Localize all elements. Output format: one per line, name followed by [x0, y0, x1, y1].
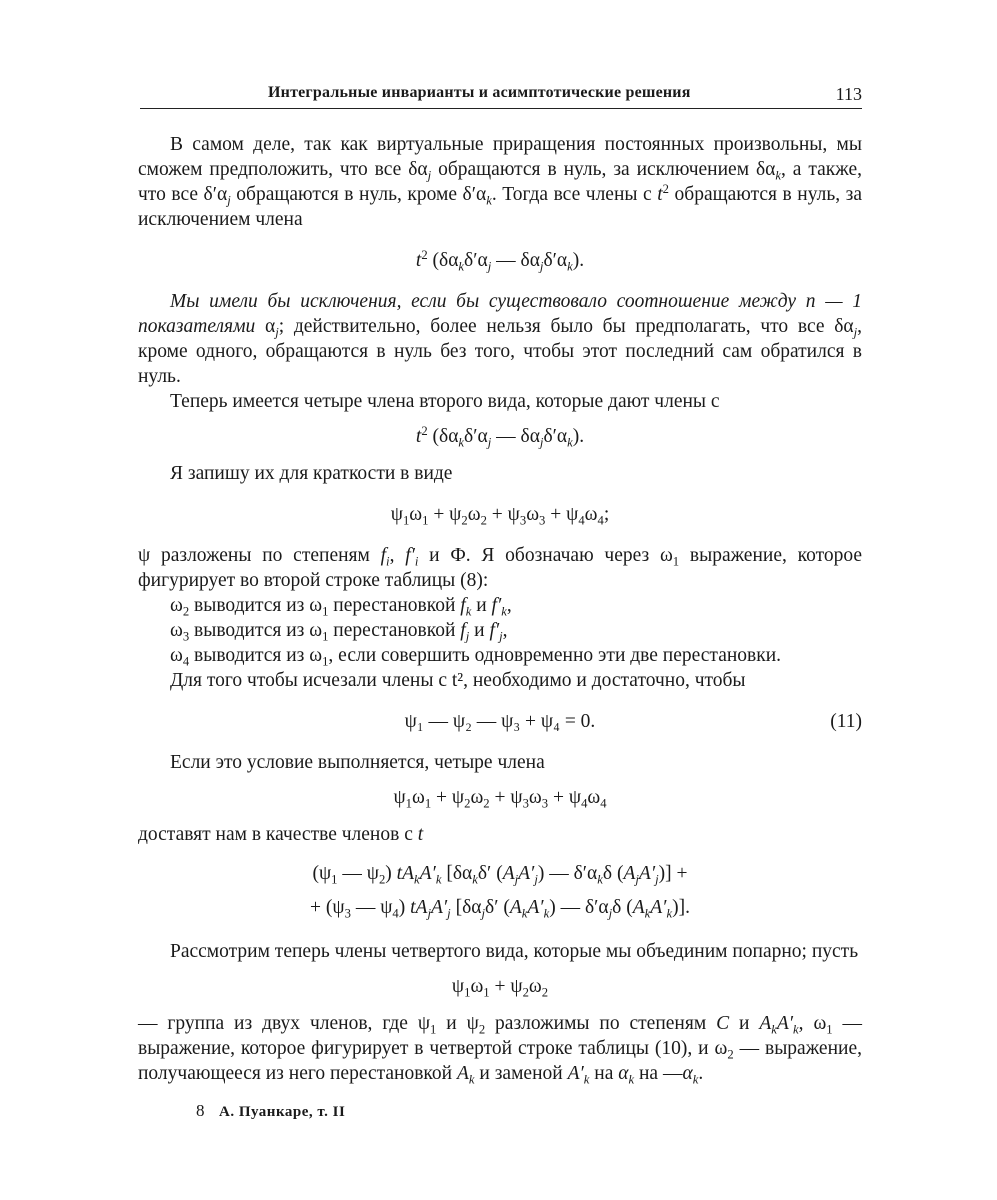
equation-number: (11) — [830, 711, 862, 732]
paragraph-7: Если это условие выполняется, четыре члена — [170, 752, 545, 773]
header-title: Интегральные инварианты и асимптотические решения — [268, 84, 691, 101]
list-item-1: $\omega_2$ выводится из $\omega_1$ перестановкой $f_k$ и $f'_k$, — [170, 595, 512, 619]
formula-5: ($\psi_1$ — $\psi_2$) $tA_kA'_k$ [$\delta\alpha_k\delta'$ $(A_jA'_j)$ — $\delta'\alpha_k\delta$ $(A_jA'_j)$] + + ($\psi_3$ — $\psi_4$) $tA_jA'_j$ [$\delta\alpha_j\delta'$ $(A_kA'_k)$ — $\delta'\alpha_j\delta$ $(A_kA'_k)$]. — [310, 863, 690, 921]
formula-3: $\psi_1\omega_1 + \psi_2\omega_2 + \psi_3\omega_3 + \psi_4\omega_4$; — [390, 504, 610, 528]
paragraph-1: В самом деле, так как виртуальные приращения постоянных произвольны, мы сможем предположить, что все $\delta\alpha_j$ обращаются в нуль, за исключением $\delta\alpha_k$, а также, что все $\delta'\alpha_j$ обращаются в нуль, кроме $\delta'\alpha_k$. Тогда все члены с $t^2$ обращаются в нуль, за исключением члена — [138, 134, 862, 230]
formula-6: $\psi_1\omega_1 + \psi_2\omega_2$ — [451, 976, 549, 1000]
equation-11 — [138, 709, 862, 734]
formula-2: $t^2$ ($\delta\alpha_k\delta'\alpha_j$ — $\delta\alpha_j\delta'\alpha_k$). — [415, 424, 585, 450]
page-body — [138, 132, 862, 1086]
equation-11-body: ψ₁ — ψ₂ — ψ₃ + ψ₄ = 0. — [404, 711, 596, 732]
formula-4: $\psi_1\omega_1 + \psi_2\omega_2 + \psi_3\omega_3 + \psi_4\omega_4$ — [393, 787, 607, 811]
paragraph-8: доставят нам в качестве членов с t — [138, 824, 424, 845]
paragraph-10: — группа из двух членов, где $\psi_1$ и $\psi_2$ разложимы по степеням C и $A_kA'_k$, $\omega_1$ — выражение, которое фигурирует в четвертой строке таблицы (10), и $\omega_2$ — выражение, получающееся из него перестановкой $A_k$ и замeной $A'_k$ на $\alpha_k$ на $—\alpha_k$. — [138, 1013, 863, 1087]
running-header — [140, 84, 862, 109]
paragraph-4: Я запишу их для краткости в виде — [170, 463, 453, 484]
list-item-2: $\omega_3$ выводится из $\omega_1$ перестановкой $f_j$ и $f'_j$, — [170, 620, 508, 644]
page-number: 113 — [835, 84, 862, 104]
footer-signature — [196, 1101, 345, 1121]
list-item-3: $\omega_4$ выводится из $\omega_1$, если совершить одновременно эти две перестановки. — [170, 645, 782, 669]
paragraph-5: ψ разложены по степеням $f_i$, $f'_i$ и Ф. Я обозначаю через $\omega_1$ выражение, которое фигурирует во второй строке таблицы (8): — [138, 545, 863, 591]
signature-number: 8 — [196, 1101, 205, 1120]
paragraph-2: Мы имели бы исключения, если бы существовало соотношение между n — 1 показателями $\alpha_j$; действительно, более нельзя было бы предполагать, что все $\delta\alpha_j$, кроме одного, обращаются в нуль без того, чтобы этот последний сам обратился в нуль. — [138, 291, 863, 387]
paragraph-3: Теперь имеется четыре члена второго вида, которые дают члены с — [170, 391, 720, 412]
formula-1: $t^2$ ($\delta\alpha_k\delta'\alpha_j$ — $\delta\alpha_j\delta'\alpha_k$). — [415, 248, 585, 274]
paragraph-9: Рассмотрим теперь члены четвертого вида, которые мы объединим попарно; пусть — [170, 941, 859, 962]
paragraph-6: Для того чтобы исчезали члены с t², необходимо и достаточно, чтобы — [170, 670, 746, 691]
footer-text: А. Пуанкаре, т. II — [219, 1104, 346, 1120]
